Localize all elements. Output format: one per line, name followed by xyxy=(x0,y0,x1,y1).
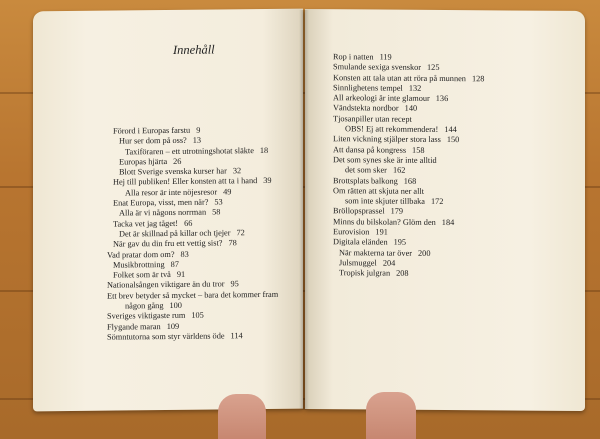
toc-entry-page: 162 xyxy=(392,165,406,175)
toc-entry-title: Förord i Europas farstu xyxy=(113,125,191,136)
toc-entry-title: När gav du din fru ett vettig sist? xyxy=(113,238,223,249)
open-book xyxy=(33,10,585,412)
toc-entry-title: Digitala eländen xyxy=(333,237,388,247)
toc-entry-page: 172 xyxy=(430,197,444,207)
toc-entry-page: 18 xyxy=(259,145,269,155)
toc-entry-title: Tjosanpiller utan recept xyxy=(333,113,412,124)
toc-entry-page: 78 xyxy=(228,238,237,248)
toc-entry-page: 49 xyxy=(223,187,232,197)
toc-entry-page: 95 xyxy=(230,279,239,289)
toc-entry-page: 132 xyxy=(408,83,422,93)
toc-entry-title: Blott Sverige svenska kurser har xyxy=(119,166,227,177)
toc-entry-page: 184 xyxy=(441,217,455,227)
toc-entry-title: Bröllopsprassel xyxy=(333,206,385,217)
toc-entry-title: Flygande maran xyxy=(107,321,161,332)
toc-entry-page: 9 xyxy=(196,125,201,135)
toc-entry-title: Taxiföraren – ett utrotningshotat släkte xyxy=(125,145,254,157)
toc-entry-title: Sömntutorna som styr världens öde xyxy=(107,331,225,342)
toc-entry-page: 39 xyxy=(263,176,272,186)
toc-entry-title: det som sker xyxy=(345,165,387,175)
toc-entry-page: 208 xyxy=(396,268,409,278)
toc-entry-page: 72 xyxy=(236,228,245,238)
toc-entry-title: Musikbrottning xyxy=(113,259,165,270)
toc-entry-title: Smulande sexiga svenskor xyxy=(333,62,422,73)
toc-entry xyxy=(107,290,284,302)
toc-entry-page: 58 xyxy=(212,207,221,217)
toc-entry-title: Sinnlighetens tempel xyxy=(333,83,403,93)
toc-entry-page: 200 xyxy=(418,248,431,258)
toc-entry-page: 13 xyxy=(192,135,202,146)
toc-entry-title: Sveriges viktigaste rum xyxy=(107,311,186,321)
toc-entry-page: 191 xyxy=(375,227,388,237)
toc-entry-title: Folket som är två xyxy=(113,270,171,280)
toc-entry xyxy=(107,331,284,343)
toc-entry-title: Julsmuggel xyxy=(339,258,377,268)
toc-entry-page: 66 xyxy=(184,218,193,228)
toc-entry-page: 168 xyxy=(403,176,417,186)
toc-entry-title: Enat Europa, visst, men när? xyxy=(113,197,209,208)
toc-entry-title: som inte skjuter tillbaka xyxy=(345,196,425,207)
toc-entry-title: Nationalsången viktigare än du tror xyxy=(107,279,225,291)
toc-entry-title: Om rätten att skjuta ner allt xyxy=(333,186,425,196)
toc-entry-title: Rop i natten xyxy=(333,52,374,62)
toc-entry xyxy=(107,145,284,157)
toc-entry-title: Hur ser dom på oss? xyxy=(119,136,187,146)
toc-entry-page: 125 xyxy=(427,63,440,73)
toc-entry-title: Alla resor är inte nöjesresor xyxy=(125,187,218,198)
left-thumb xyxy=(218,394,266,439)
toc-entry-page: 109 xyxy=(166,321,180,331)
toc-list-left xyxy=(107,125,284,343)
contents-heading: Innehåll xyxy=(173,42,215,57)
toc-entry-title: Vändstekta nordbor xyxy=(333,103,399,114)
toc-entry-page: 179 xyxy=(390,207,404,217)
toc-entry-page: 105 xyxy=(191,310,204,321)
toc-entry-page: 32 xyxy=(232,166,242,176)
toc-entry-title: Tacka vet jag tåget! xyxy=(113,218,179,229)
toc-entry-title: Tropisk julgran xyxy=(339,268,391,278)
toc-entry-page: 91 xyxy=(176,269,186,280)
toc-entry-page: 83 xyxy=(180,249,189,259)
toc-entry-title: Hej till publiken! Eller konsten att ta i hand xyxy=(113,176,258,188)
left-page xyxy=(33,9,303,412)
toc-entry-title: Att dansa på kongress xyxy=(333,144,407,155)
toc-entry xyxy=(333,268,484,279)
toc-entry-title: Brottsplats balkong xyxy=(333,175,398,186)
toc-entry-page: 87 xyxy=(170,259,179,269)
toc-entry-page: 144 xyxy=(444,125,457,135)
toc-entry-page: 26 xyxy=(173,156,182,166)
toc-entry-title: Vad pratar dom om? xyxy=(107,249,175,260)
toc-entry-title: All arkeologi är inte glamour xyxy=(333,93,430,104)
right-thumb xyxy=(366,392,416,439)
toc-entry-page: 114 xyxy=(230,331,243,341)
toc-entry-page: 195 xyxy=(393,237,407,248)
toc-entry-title: När makterna tar över xyxy=(339,247,413,258)
toc-list-right xyxy=(333,52,484,280)
toc-entry-title: Det som synes ske är inte alltid xyxy=(333,155,437,165)
toc-entry-title: Ett brev betyder så mycket – bara det kommer fram xyxy=(107,289,279,301)
right-page xyxy=(305,9,585,411)
toc-entry-title: Europas hjärta xyxy=(119,156,168,167)
toc-entry-page: 140 xyxy=(404,104,418,114)
toc-entry-title: Konsten att tala utan att röra på munnen xyxy=(333,72,466,83)
toc-entry-page: 119 xyxy=(379,52,392,62)
toc-entry-page: 128 xyxy=(471,73,485,83)
toc-entry-title: Det är skillnad på killar och tjejer xyxy=(119,228,231,239)
toc-entry-page: 204 xyxy=(382,258,396,268)
toc-entry-title: Minns du bilskolan? Glöm den xyxy=(333,216,436,227)
toc-entry-title: Eurovision xyxy=(333,227,370,237)
toc-entry-title: Alla är vi någons norrman xyxy=(119,207,207,218)
toc-entry-title: OBS! Ej att rekommendera! xyxy=(345,124,439,135)
toc-entry-page: 100 xyxy=(169,300,182,311)
toc-entry-page: 158 xyxy=(412,145,425,155)
toc-entry-page: 150 xyxy=(446,135,460,145)
book-gutter xyxy=(299,10,309,410)
toc-entry-page: 53 xyxy=(214,197,223,207)
toc-entry-title: Liten vickning stjälper stora lass xyxy=(333,134,441,145)
toc-entry-title: någon gång xyxy=(125,301,164,311)
toc-entry-page: 136 xyxy=(435,94,449,104)
